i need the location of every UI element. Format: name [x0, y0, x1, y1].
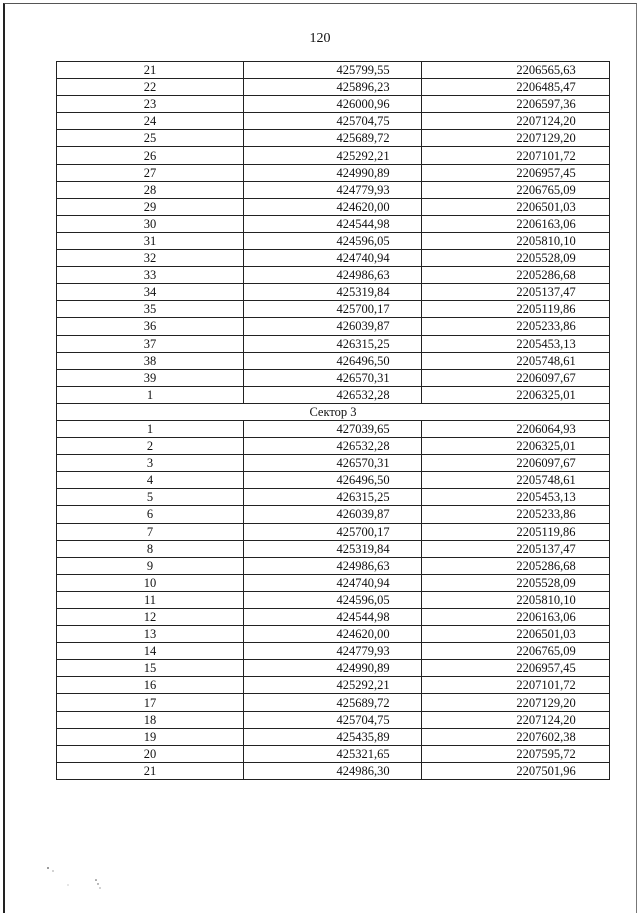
- cell-text: 426532,28: [336, 387, 390, 402]
- x-coordinate-cell: [244, 506, 422, 523]
- point-number-cell: [57, 301, 244, 318]
- point-number-cell: [57, 574, 244, 591]
- cell-text: 37: [143, 336, 157, 351]
- y-coordinate-cell: [422, 660, 610, 677]
- table-row: [57, 267, 610, 284]
- point-number-cell: [57, 113, 244, 130]
- cell-text: 2205528,09: [516, 575, 576, 590]
- cell-text: 2205810,10: [516, 233, 576, 248]
- cell-text: 28: [143, 182, 157, 197]
- x-coordinate-cell: [244, 762, 422, 779]
- table-row: [57, 164, 610, 181]
- cell-text: 32: [143, 251, 157, 266]
- sector-title: Сектор 3: [57, 403, 610, 420]
- y-coordinate-cell: [422, 626, 610, 643]
- cell-text: 426315,25: [336, 336, 390, 351]
- cell-text: 21: [143, 763, 157, 778]
- cell-text: 7: [146, 524, 154, 539]
- table-row: [57, 335, 610, 352]
- y-coordinate-cell: [422, 96, 610, 113]
- x-coordinate-cell: [244, 489, 422, 506]
- point-number-cell: [57, 591, 244, 608]
- table-row: [57, 711, 610, 728]
- table-row: [57, 523, 610, 540]
- cell-text: 424740,94: [336, 251, 390, 266]
- cell-text: 34: [143, 285, 157, 300]
- cell-text: 425292,21: [336, 678, 390, 693]
- cell-text: 424779,93: [336, 644, 390, 659]
- cell-text: 426496,50: [336, 473, 390, 488]
- y-coordinate-cell: [422, 335, 610, 352]
- table-row: [57, 130, 610, 147]
- cell-text: 2: [146, 439, 154, 454]
- cell-text: 38: [143, 353, 157, 368]
- point-number-cell: [57, 284, 244, 301]
- x-coordinate-cell: [244, 591, 422, 608]
- cell-text: 14: [143, 644, 157, 659]
- table-row: [57, 250, 610, 267]
- cell-text: 5: [146, 490, 154, 505]
- point-number-cell: [57, 215, 244, 232]
- cell-text: 2206163,06: [516, 610, 576, 625]
- table-row: [57, 284, 610, 301]
- y-coordinate-cell: [422, 164, 610, 181]
- x-coordinate-cell: [244, 96, 422, 113]
- cell-text: 2206485,47: [516, 80, 576, 95]
- x-coordinate-cell: [244, 113, 422, 130]
- point-number-cell: [57, 762, 244, 779]
- table-row: [57, 626, 610, 643]
- cell-text: 2205286,68: [516, 558, 576, 573]
- cell-text: 2206501,03: [516, 627, 576, 642]
- x-coordinate-cell: [244, 130, 422, 147]
- table-row: [57, 745, 610, 762]
- cell-text: 425700,17: [336, 524, 390, 539]
- y-coordinate-cell: [422, 301, 610, 318]
- cell-text: 16: [143, 678, 157, 693]
- cell-text: 2206765,09: [516, 644, 576, 659]
- cell-text: 2206097,67: [516, 370, 576, 385]
- cell-text: 9: [146, 558, 154, 573]
- table-row: [57, 591, 610, 608]
- cell-text: 2205233,86: [516, 507, 576, 522]
- sector-header-row: [57, 403, 610, 420]
- cell-text: 426496,50: [336, 353, 390, 368]
- y-coordinate-cell: [422, 198, 610, 215]
- cell-text: 2207501,96: [516, 763, 576, 778]
- y-coordinate-cell: [422, 147, 610, 164]
- cell-text: 2207595,72: [516, 746, 576, 761]
- table-row: [57, 557, 610, 574]
- table-row: [57, 455, 610, 472]
- table-row: [57, 660, 610, 677]
- x-coordinate-cell: [244, 472, 422, 489]
- cell-text: 2206765,09: [516, 182, 576, 197]
- point-number-cell: [57, 489, 244, 506]
- cell-text: 15: [143, 661, 157, 676]
- cell-text: 19: [143, 729, 157, 744]
- y-coordinate-cell: [422, 591, 610, 608]
- point-number-cell: [57, 540, 244, 557]
- cell-text: 425700,17: [336, 302, 390, 317]
- y-coordinate-cell: [422, 113, 610, 130]
- cell-text: 12: [143, 610, 157, 625]
- x-coordinate-cell: [244, 215, 422, 232]
- cell-text: 26: [143, 148, 157, 163]
- point-number-cell: [57, 181, 244, 198]
- table-row: [57, 728, 610, 745]
- table-row: [57, 232, 610, 249]
- cell-text: 2206163,06: [516, 216, 576, 231]
- table-row: [57, 677, 610, 694]
- y-coordinate-cell: [422, 745, 610, 762]
- y-coordinate-cell: [422, 762, 610, 779]
- y-coordinate-cell: [422, 181, 610, 198]
- cell-text: 2206064,93: [516, 422, 576, 437]
- x-coordinate-cell: [244, 369, 422, 386]
- y-coordinate-cell: [422, 438, 610, 455]
- cell-text: 3: [146, 456, 154, 471]
- cell-text: 425435,89: [336, 729, 390, 744]
- x-coordinate-cell: [244, 79, 422, 96]
- cell-text: 2205748,61: [516, 473, 576, 488]
- point-number-cell: [57, 472, 244, 489]
- scan-specks: [44, 858, 104, 894]
- cell-text: 2205233,86: [516, 319, 576, 334]
- cell-text: 425319,84: [336, 285, 390, 300]
- cell-text: 2207129,20: [516, 695, 576, 710]
- cell-text: 424544,98: [336, 216, 390, 231]
- x-coordinate-cell: [244, 301, 422, 318]
- x-coordinate-cell: [244, 557, 422, 574]
- table-row: [57, 643, 610, 660]
- table-row: [57, 694, 610, 711]
- cell-text: 22: [143, 80, 157, 95]
- x-coordinate-cell: [244, 523, 422, 540]
- point-number-cell: [57, 198, 244, 215]
- y-coordinate-cell: [422, 130, 610, 147]
- x-coordinate-cell: [244, 164, 422, 181]
- cell-text: 2206501,03: [516, 199, 576, 214]
- x-coordinate-cell: [244, 284, 422, 301]
- table-row: [57, 113, 610, 130]
- point-number-cell: [57, 455, 244, 472]
- y-coordinate-cell: [422, 318, 610, 335]
- point-number-cell: [57, 147, 244, 164]
- cell-text: 36: [143, 319, 157, 334]
- y-coordinate-cell: [422, 643, 610, 660]
- point-number-cell: [57, 523, 244, 540]
- cell-text: 2205137,47: [516, 285, 576, 300]
- cell-text: 426039,87: [336, 319, 390, 334]
- cell-text: 2205810,10: [516, 592, 576, 607]
- table-row: [57, 62, 610, 79]
- table-row: [57, 420, 610, 437]
- cell-text: 426570,31: [336, 370, 390, 385]
- y-coordinate-cell: [422, 540, 610, 557]
- cell-text: 17: [143, 695, 157, 710]
- x-coordinate-cell: [244, 318, 422, 335]
- cell-text: 2207101,72: [516, 678, 576, 693]
- x-coordinate-cell: [244, 250, 422, 267]
- cell-text: 425689,72: [336, 131, 390, 146]
- cell-text: 8: [146, 541, 154, 556]
- y-coordinate-cell: [422, 369, 610, 386]
- cell-text: 25: [143, 131, 157, 146]
- y-coordinate-cell: [422, 250, 610, 267]
- cell-text: 2207124,20: [516, 114, 576, 129]
- x-coordinate-cell: [244, 352, 422, 369]
- cell-text: 2207602,38: [516, 729, 576, 744]
- cell-text: 39: [143, 370, 157, 385]
- cell-text: 425321,65: [336, 746, 390, 761]
- point-number-cell: [57, 609, 244, 626]
- y-coordinate-cell: [422, 574, 610, 591]
- cell-text: 29: [143, 199, 157, 214]
- table-row: [57, 96, 610, 113]
- point-number-cell: [57, 694, 244, 711]
- cell-text: 30: [143, 216, 157, 231]
- y-coordinate-cell: [422, 284, 610, 301]
- cell-text: 426039,87: [336, 507, 390, 522]
- cell-text: 2205453,13: [516, 490, 576, 505]
- cell-text: 2206325,01: [516, 387, 576, 402]
- cell-text: 424986,30: [336, 763, 390, 778]
- cell-text: 31: [143, 233, 157, 248]
- y-coordinate-cell: [422, 506, 610, 523]
- point-number-cell: [57, 677, 244, 694]
- cell-text: 2207124,20: [516, 712, 576, 727]
- cell-text: 2206597,36: [516, 97, 576, 112]
- cell-text: 2205286,68: [516, 268, 576, 283]
- point-number-cell: [57, 745, 244, 762]
- x-coordinate-cell: [244, 335, 422, 352]
- coordinates-table: [56, 61, 610, 780]
- cell-text: 424740,94: [336, 575, 390, 590]
- cell-text: 2206097,67: [516, 456, 576, 471]
- point-number-cell: [57, 318, 244, 335]
- table-row: [57, 609, 610, 626]
- table-row: [57, 506, 610, 523]
- x-coordinate-cell: [244, 420, 422, 437]
- cell-text: 6: [146, 507, 154, 522]
- x-coordinate-cell: [244, 643, 422, 660]
- x-coordinate-cell: [244, 677, 422, 694]
- cell-text: 4: [146, 473, 154, 488]
- y-coordinate-cell: [422, 677, 610, 694]
- cell-text: 425896,23: [336, 80, 390, 95]
- x-coordinate-cell: [244, 267, 422, 284]
- cell-text: 424779,93: [336, 182, 390, 197]
- cell-text: 424990,89: [336, 661, 390, 676]
- cell-text: 2206957,45: [516, 165, 576, 180]
- cell-text: 424596,05: [336, 592, 390, 607]
- table-row: [57, 386, 610, 403]
- cell-text: 2205119,86: [516, 524, 576, 539]
- table-row: [57, 147, 610, 164]
- cell-text: 426315,25: [336, 490, 390, 505]
- cell-text: 2205528,09: [516, 251, 576, 266]
- cell-text: 424620,00: [336, 199, 390, 214]
- point-number-cell: [57, 626, 244, 643]
- table-row: [57, 352, 610, 369]
- point-number-cell: [57, 79, 244, 96]
- cell-text: 11: [143, 592, 157, 607]
- cell-text: 1: [146, 387, 154, 402]
- point-number-cell: [57, 420, 244, 437]
- cell-text: 2207101,72: [516, 148, 576, 163]
- y-coordinate-cell: [422, 609, 610, 626]
- table-row: [57, 540, 610, 557]
- point-number-cell: [57, 250, 244, 267]
- y-coordinate-cell: [422, 232, 610, 249]
- y-coordinate-cell: [422, 728, 610, 745]
- point-number-cell: [57, 369, 244, 386]
- x-coordinate-cell: [244, 232, 422, 249]
- cell-text: 426570,31: [336, 456, 390, 471]
- y-coordinate-cell: [422, 455, 610, 472]
- cell-text: 2207129,20: [516, 131, 576, 146]
- table-row: [57, 369, 610, 386]
- y-coordinate-cell: [422, 557, 610, 574]
- point-number-cell: [57, 267, 244, 284]
- table-row: [57, 318, 610, 335]
- page-number: 120: [309, 31, 331, 46]
- x-coordinate-cell: [244, 711, 422, 728]
- cell-text: 24: [143, 114, 157, 129]
- x-coordinate-cell: [244, 540, 422, 557]
- point-number-cell: [57, 660, 244, 677]
- y-coordinate-cell: [422, 62, 610, 79]
- x-coordinate-cell: [244, 694, 422, 711]
- y-coordinate-cell: [422, 694, 610, 711]
- table-row: [57, 489, 610, 506]
- x-coordinate-cell: [244, 609, 422, 626]
- x-coordinate-cell: [244, 386, 422, 403]
- table-row: [57, 301, 610, 318]
- x-coordinate-cell: [244, 62, 422, 79]
- cell-text: 35: [143, 302, 157, 317]
- cell-text: 2205119,86: [516, 302, 576, 317]
- table-row: [57, 472, 610, 489]
- coordinates-table-body: [57, 62, 610, 780]
- cell-text: 426000,96: [336, 97, 390, 112]
- x-coordinate-cell: [244, 198, 422, 215]
- cell-text: 424990,89: [336, 165, 390, 180]
- cell-text: 23: [143, 97, 157, 112]
- point-number-cell: [57, 438, 244, 455]
- cell-text: 18: [143, 712, 157, 727]
- y-coordinate-cell: [422, 79, 610, 96]
- y-coordinate-cell: [422, 267, 610, 284]
- point-number-cell: [57, 506, 244, 523]
- cell-text: 427039,65: [336, 422, 390, 437]
- table-row: [57, 198, 610, 215]
- cell-text: 13: [143, 627, 157, 642]
- point-number-cell: [57, 352, 244, 369]
- cell-text: 425319,84: [336, 541, 390, 556]
- x-coordinate-cell: [244, 728, 422, 745]
- table-row: [57, 438, 610, 455]
- x-coordinate-cell: [244, 626, 422, 643]
- y-coordinate-cell: [422, 523, 610, 540]
- cell-text: 1: [146, 422, 154, 437]
- cell-text: 425799,55: [336, 63, 390, 78]
- cell-text: 2205453,13: [516, 336, 576, 351]
- x-coordinate-cell: [244, 147, 422, 164]
- cell-text: 425704,75: [336, 114, 390, 129]
- cell-text: 426532,28: [336, 439, 390, 454]
- point-number-cell: [57, 335, 244, 352]
- point-number-cell: [57, 643, 244, 660]
- x-coordinate-cell: [244, 660, 422, 677]
- x-coordinate-cell: [244, 438, 422, 455]
- cell-text: 424544,98: [336, 610, 390, 625]
- cell-text: 2205137,47: [516, 541, 576, 556]
- point-number-cell: [57, 711, 244, 728]
- table-row: [57, 181, 610, 198]
- cell-text: 21: [143, 63, 157, 78]
- y-coordinate-cell: [422, 711, 610, 728]
- point-number-cell: [57, 232, 244, 249]
- point-number-cell: [57, 557, 244, 574]
- y-coordinate-cell: [422, 472, 610, 489]
- cell-text: 2205748,61: [516, 353, 576, 368]
- table-row: [57, 79, 610, 96]
- table-row: [57, 762, 610, 779]
- cell-text: 424596,05: [336, 233, 390, 248]
- cell-text: 2206957,45: [516, 661, 576, 676]
- cell-text: 424986,63: [336, 268, 390, 283]
- cell-text: 2206325,01: [516, 439, 576, 454]
- point-number-cell: [57, 62, 244, 79]
- table-row: [57, 215, 610, 232]
- cell-text: 2206565,63: [516, 63, 576, 78]
- x-coordinate-cell: [244, 455, 422, 472]
- x-coordinate-cell: [244, 574, 422, 591]
- cell-text: 27: [143, 165, 157, 180]
- point-number-cell: [57, 386, 244, 403]
- x-coordinate-cell: [244, 181, 422, 198]
- point-number-cell: [57, 130, 244, 147]
- y-coordinate-cell: [422, 352, 610, 369]
- cell-text: 20: [143, 746, 157, 761]
- point-number-cell: [57, 96, 244, 113]
- cell-text: 424986,63: [336, 558, 390, 573]
- cell-text: 33: [143, 268, 157, 283]
- cell-text: 424620,00: [336, 627, 390, 642]
- y-coordinate-cell: [422, 489, 610, 506]
- y-coordinate-cell: [422, 420, 610, 437]
- point-number-cell: [57, 164, 244, 181]
- cell-text: 425292,21: [336, 148, 390, 163]
- point-number-cell: [57, 728, 244, 745]
- cell-text: 10: [143, 575, 157, 590]
- y-coordinate-cell: [422, 215, 610, 232]
- cell-text: 425704,75: [336, 712, 390, 727]
- cell-text: 425689,72: [336, 695, 390, 710]
- x-coordinate-cell: [244, 745, 422, 762]
- y-coordinate-cell: [422, 386, 610, 403]
- table-row: [57, 574, 610, 591]
